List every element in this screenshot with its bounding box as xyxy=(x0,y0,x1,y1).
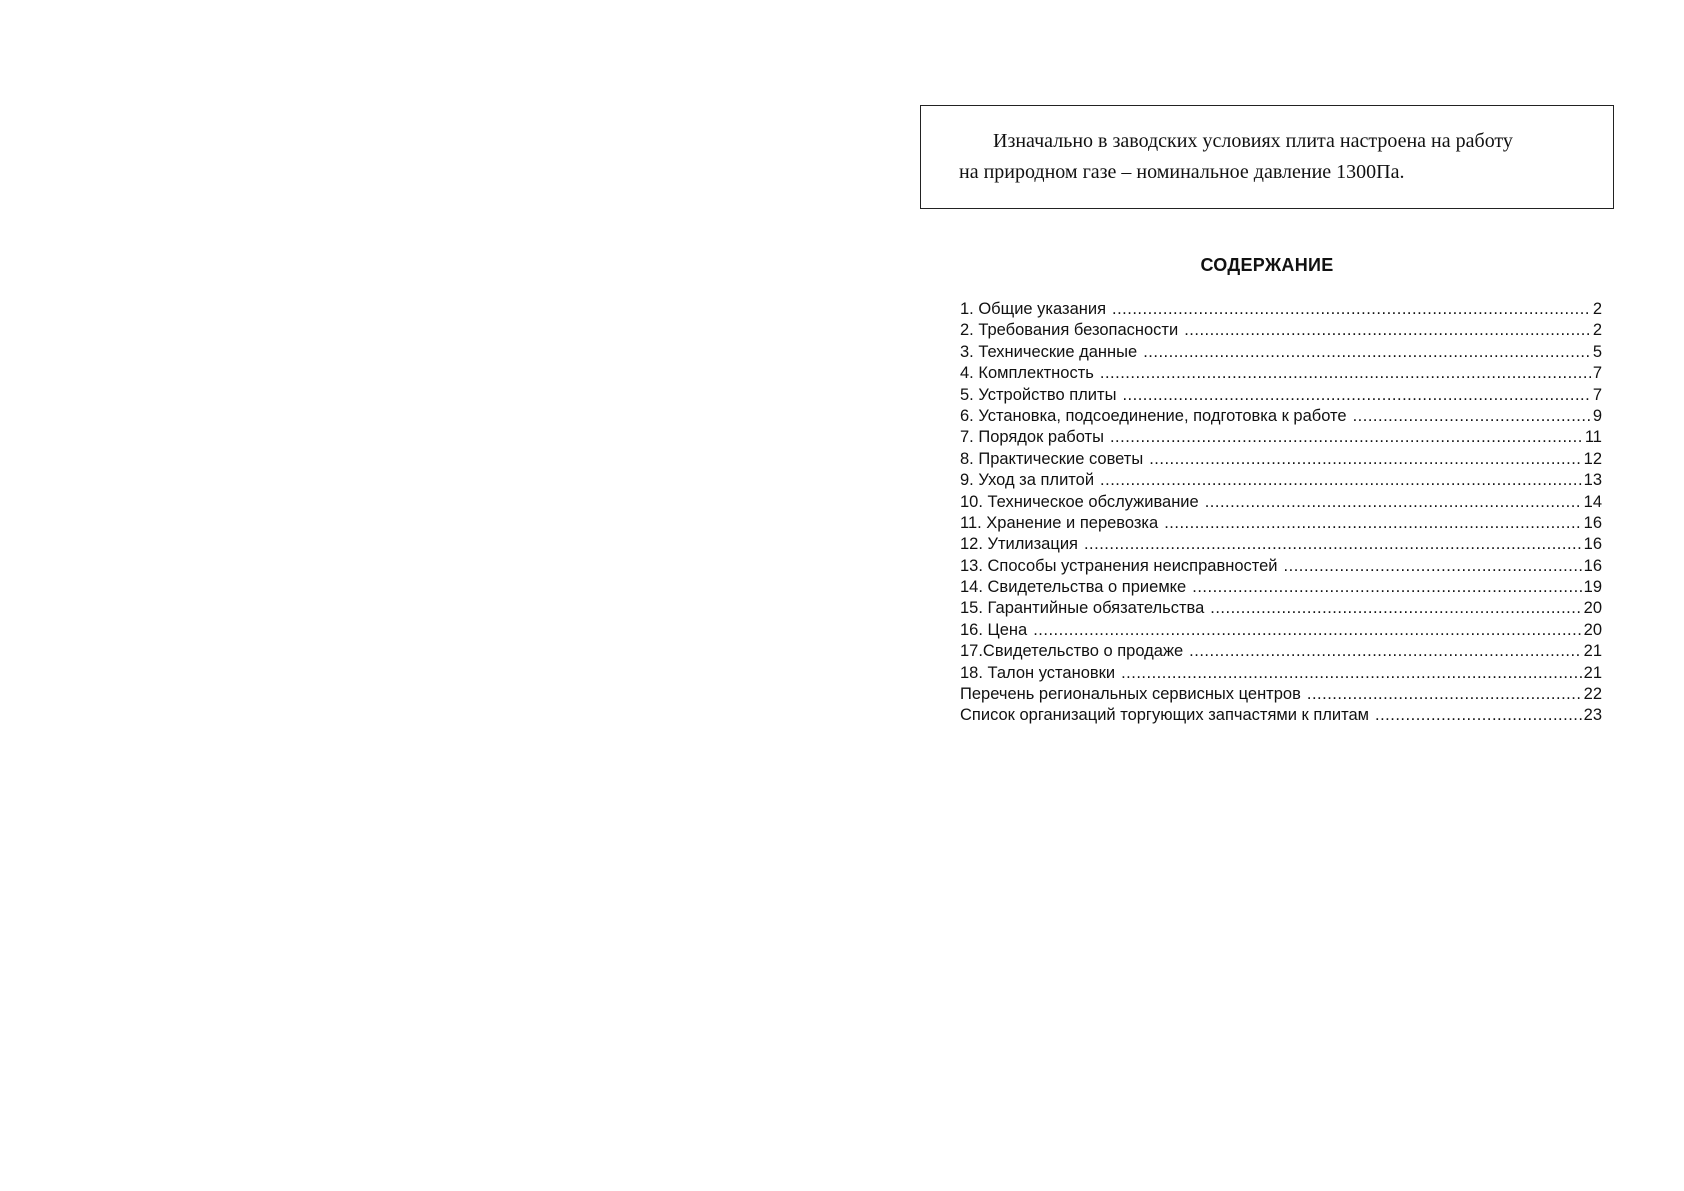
toc-item xyxy=(960,320,1602,341)
toc-item xyxy=(960,406,1602,427)
toc-dot-leader xyxy=(1110,427,1583,448)
toc-item-label: 1. Общие указания xyxy=(960,300,1107,318)
toc-item-page: 14 xyxy=(1583,492,1602,511)
toc-item-page: 9 xyxy=(1592,406,1602,425)
toc-item-label: Перечень региональных сервисных центров xyxy=(960,685,1301,704)
notice-line-1: Изначально в заводских условиях плита настроена на работу xyxy=(993,130,1513,152)
toc-item xyxy=(960,534,1602,555)
toc-item-page: 23 xyxy=(1583,706,1602,725)
toc-dot-leader xyxy=(1100,470,1582,491)
toc-item-page: 16 xyxy=(1583,513,1602,532)
toc-item xyxy=(960,620,1602,641)
toc-item-label: 6. Установка, подсоединение, подготовка к работе xyxy=(960,406,1347,425)
toc-title: СОДЕРЖАНИЕ xyxy=(1200,255,1334,275)
toc-item-label: 12. Утилизация xyxy=(960,535,1078,554)
toc-item-page: 12 xyxy=(1583,449,1602,468)
toc-item-page: 5 xyxy=(1592,342,1602,361)
toc-item-page: 16 xyxy=(1583,556,1602,575)
toc-item xyxy=(960,492,1602,513)
toc-item-label: 7. Порядок работы xyxy=(960,428,1104,447)
toc-item-page: 21 xyxy=(1583,642,1602,661)
toc-item-page: 20 xyxy=(1583,599,1602,618)
toc-item-page: 7 xyxy=(1592,385,1602,404)
toc-item xyxy=(960,684,1602,705)
toc-item-page: 7 xyxy=(1592,364,1602,383)
toc-item xyxy=(960,470,1602,491)
toc-item xyxy=(960,449,1602,470)
toc-item-page: 20 xyxy=(1583,620,1602,639)
toc-item-page: 13 xyxy=(1583,471,1602,490)
toc-item-page: 22 xyxy=(1583,685,1602,704)
table-of-contents xyxy=(960,299,1602,727)
toc-item xyxy=(960,513,1602,534)
notice-box xyxy=(920,105,1614,209)
toc-item-label: 17.Свидетельство о продаже xyxy=(960,642,1184,661)
toc-dot-leader xyxy=(1084,534,1582,555)
toc-item-label: 11. Хранение и перевозка xyxy=(960,513,1159,532)
toc-dot-leader xyxy=(1100,363,1591,384)
toc-dot-leader xyxy=(1149,449,1581,470)
toc-item-page: 2 xyxy=(1592,321,1602,340)
toc-item xyxy=(960,363,1602,384)
toc-item xyxy=(960,598,1602,619)
toc-item xyxy=(960,705,1602,726)
toc-item-label: 13. Способы устранения неисправностей xyxy=(960,556,1278,575)
toc-item-label: 9. Уход за плитой xyxy=(960,471,1095,490)
toc-dot-leader xyxy=(1033,620,1581,641)
toc-dot-leader xyxy=(1184,320,1591,341)
toc-item-label: Список организаций торгующих запчастями к плитам xyxy=(960,706,1370,725)
toc-dot-leader xyxy=(1164,513,1581,534)
toc-item xyxy=(960,385,1602,406)
toc-item xyxy=(960,556,1602,577)
toc-item-label: 16. Цена xyxy=(960,620,1028,639)
toc-item-label: 10. Техническое обслуживание xyxy=(960,492,1199,511)
toc-dot-leader xyxy=(1375,705,1582,726)
toc-item-page: 16 xyxy=(1583,535,1602,554)
toc-dot-leader xyxy=(1307,684,1582,705)
toc-item-page: 2 xyxy=(1592,300,1602,318)
toc-item-label: 5. Устройство плиты xyxy=(960,385,1117,404)
toc-dot-leader xyxy=(1192,577,1581,598)
toc-dot-leader xyxy=(1205,492,1582,513)
toc-item-label: 15. Гарантийные обязательства xyxy=(960,599,1205,618)
toc-item-label: 8. Практические советы xyxy=(960,449,1144,468)
toc-item-page: 19 xyxy=(1583,578,1602,597)
toc-item-label: 14. Свидетельства о приемке xyxy=(960,578,1187,597)
toc-item xyxy=(960,577,1602,598)
toc-item xyxy=(960,641,1602,662)
toc-item-page: 11 xyxy=(1584,428,1602,447)
toc-item xyxy=(960,342,1602,363)
toc-item xyxy=(960,663,1602,684)
right-page xyxy=(920,105,1614,725)
toc-item xyxy=(960,427,1602,448)
toc-dot-leader xyxy=(1122,385,1590,406)
toc-item-label: 4. Комплектность xyxy=(960,364,1094,383)
toc-item xyxy=(960,299,1602,320)
toc-dot-leader xyxy=(1189,641,1581,662)
toc-dot-leader xyxy=(1121,663,1582,684)
toc-dot-leader xyxy=(1112,299,1591,320)
toc-item-page: 21 xyxy=(1583,663,1602,682)
toc-dot-leader xyxy=(1210,598,1581,619)
toc-item-label: 18. Талон установки xyxy=(960,663,1116,682)
notice-line-2: на природном газе – номинальное давление 1300Па. xyxy=(959,161,1405,183)
toc-item-label: 2. Требования безопасности xyxy=(960,321,1179,340)
toc-dot-leader xyxy=(1284,556,1582,577)
toc-dot-leader xyxy=(1353,406,1591,427)
toc-item-label: 3. Технические данные xyxy=(960,342,1138,361)
toc-dot-leader xyxy=(1143,342,1591,363)
